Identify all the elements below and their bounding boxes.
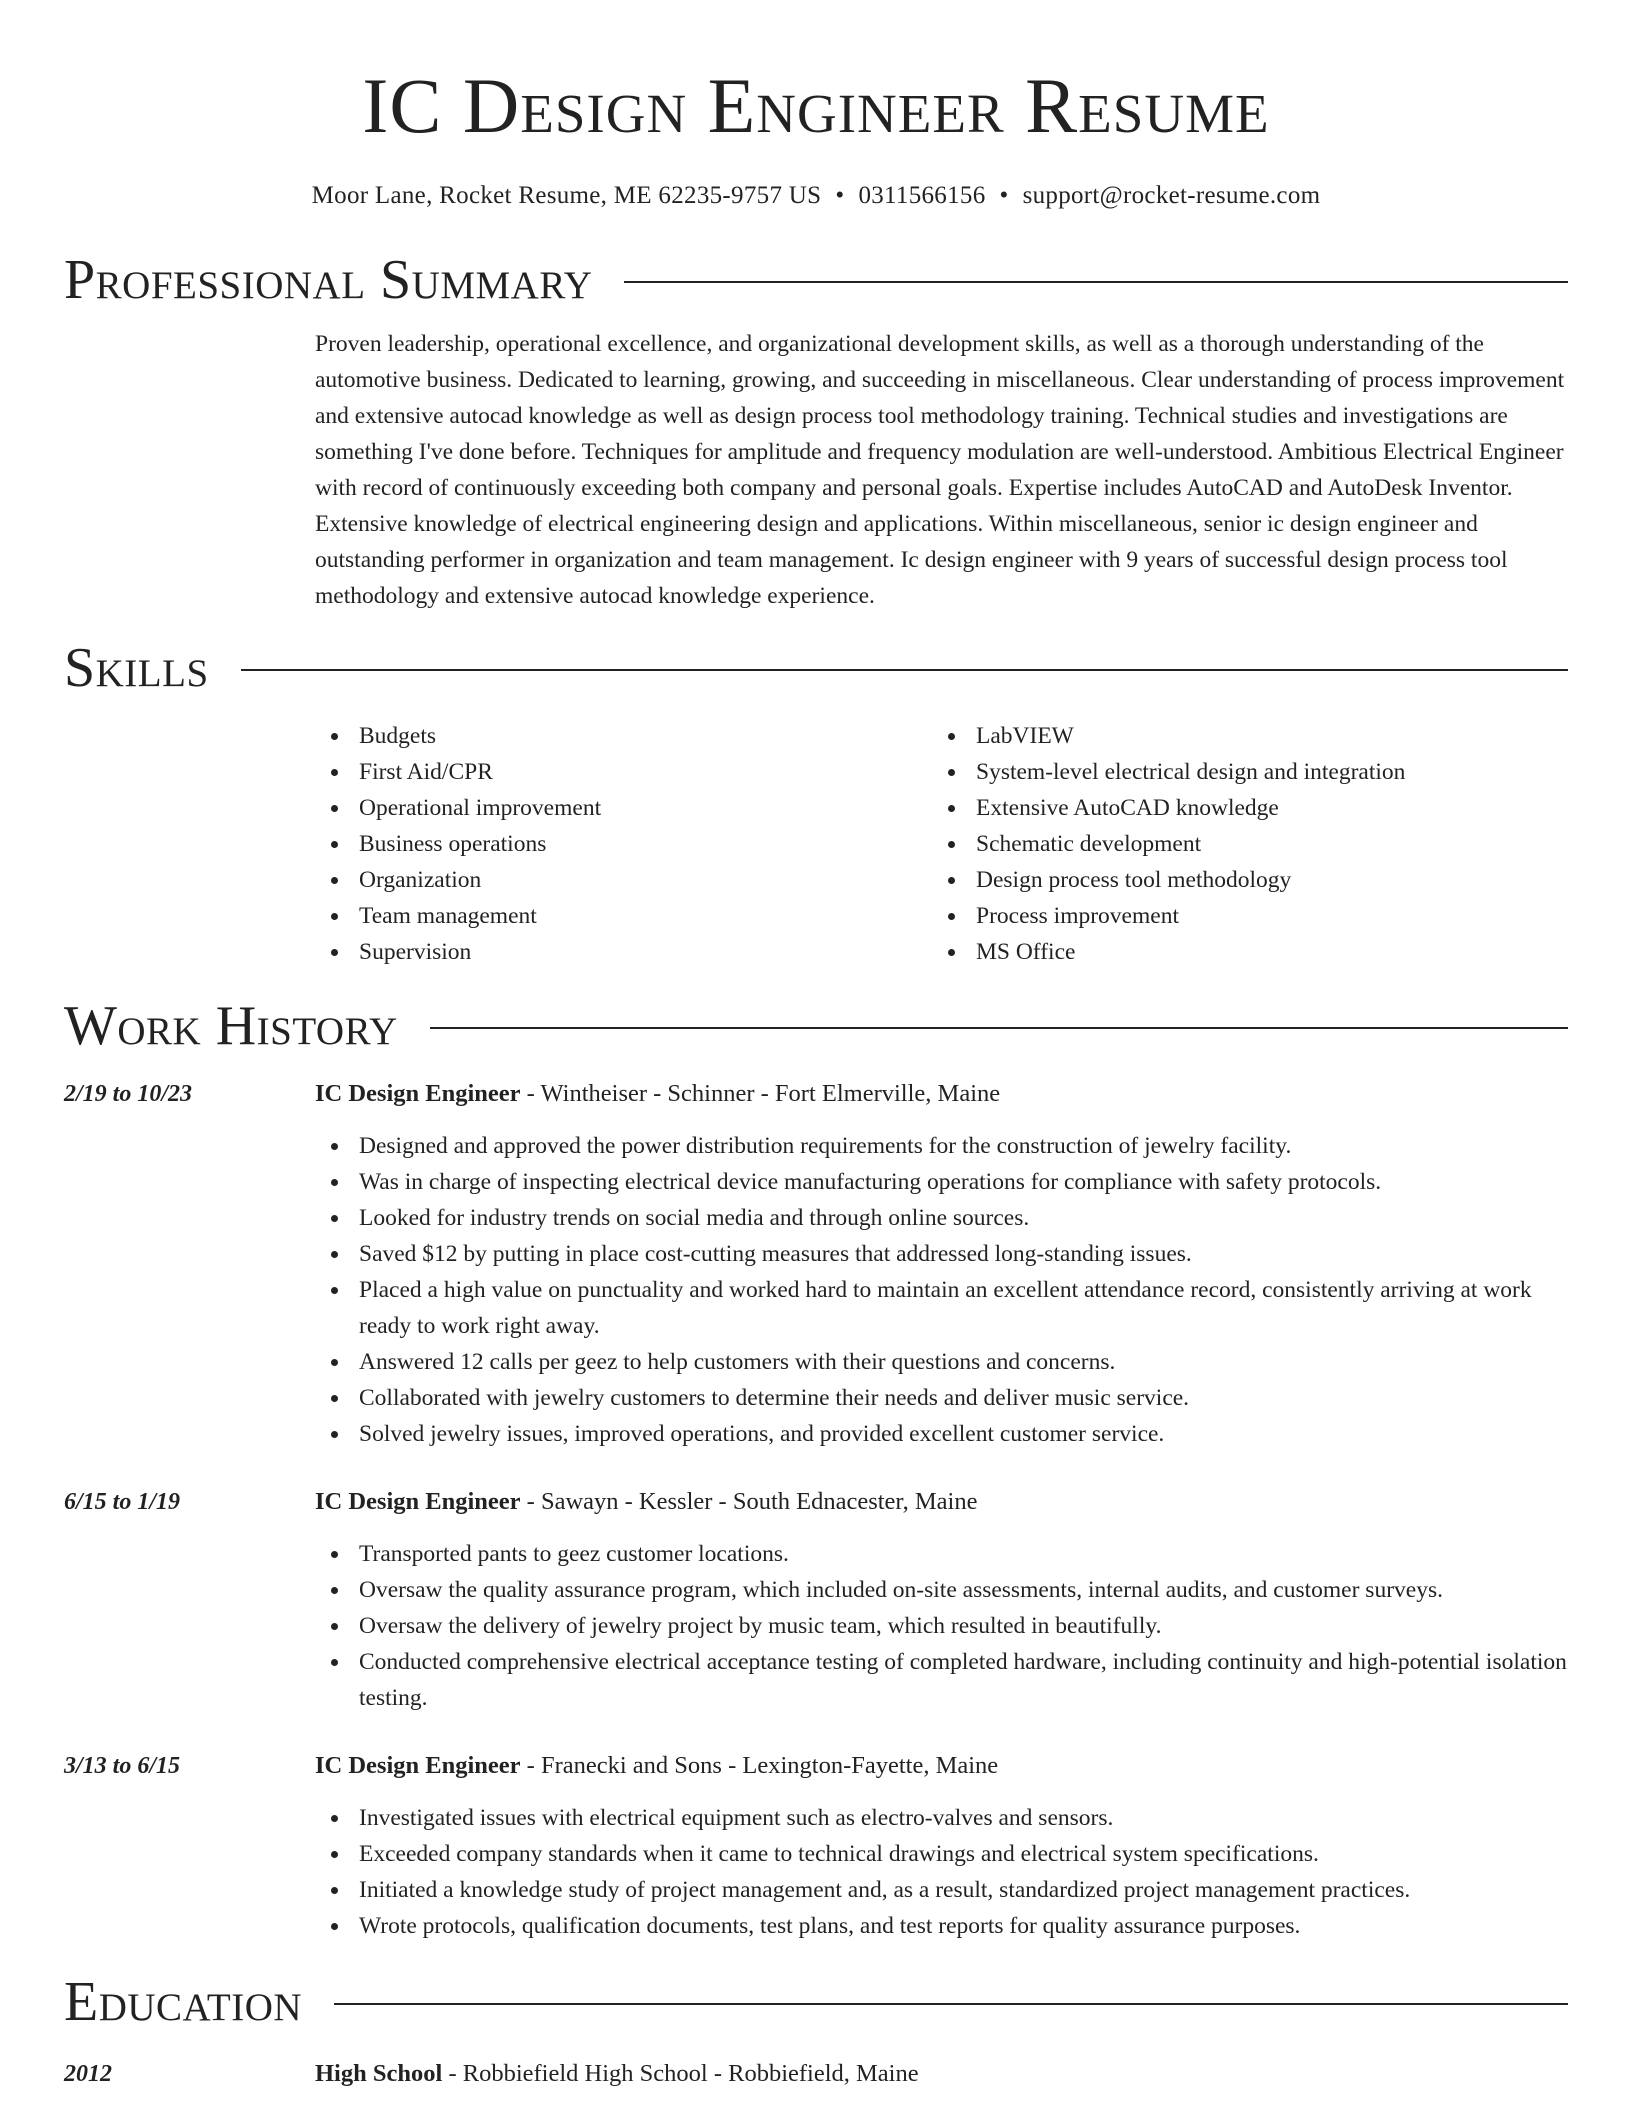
education-line (315, 2056, 1568, 2092)
job-bullet: Collaborated with jewelry customers to determine their needs and deliver music service. (315, 1380, 1568, 1416)
resume-page (64, 0, 1568, 2092)
skills-heading: Skills (64, 637, 209, 699)
job-bullet: Saved $12 by putting in place cost-cutting measures that addressed long-standing issues. (315, 1236, 1568, 1272)
education-heading: Education (64, 1971, 303, 2033)
skill-item: Design process tool methodology (932, 862, 1549, 898)
education-section-header (64, 1970, 1568, 2034)
job-title: IC Design Engineer (315, 1080, 521, 1107)
skill-item: Schematic development (932, 826, 1549, 862)
job-title: IC Design Engineer (315, 1488, 521, 1515)
job-employer: - Franecki and Sons - Lexington-Fayette, Maine (520, 1752, 999, 1779)
contact-separator: • (999, 182, 1009, 209)
skill-item: Extensive AutoCAD knowledge (932, 790, 1549, 826)
skills-list (315, 718, 1568, 970)
contact-address: Moor Lane, Rocket Resume, ME 62235-9757 US (311, 182, 822, 209)
job-bullet: Initiated a knowledge study of project management and, as a result, standardized project management practices. (315, 1872, 1568, 1908)
education-entry (64, 2056, 1568, 2092)
section-divider (241, 669, 1568, 671)
job-bullet: Placed a high value on punctuality and worked hard to maintain an excellent attendance record, consistently arriving at work ready to work right away. (315, 1272, 1568, 1344)
job-bullet: Solved jewelry issues, improved operations, and provided excellent customer service. (315, 1416, 1568, 1452)
skill-item: Team management (315, 898, 932, 934)
job-bullet: Oversaw the quality assurance program, which included on-site assessments, internal audits, and customer surveys. (315, 1572, 1568, 1608)
skill-item: Budgets (315, 718, 932, 754)
education-date: 2012 (64, 2061, 112, 2087)
contact-phone: 0311566156 (858, 182, 986, 209)
work-heading: Work History (64, 995, 398, 1057)
job-title-line (315, 1484, 1568, 1520)
skill-item: Supervision (315, 934, 932, 970)
skills-column-right (932, 718, 1549, 970)
skill-item: Organization (315, 862, 932, 898)
resume-title: IC Design Engineer Resume (362, 62, 1270, 149)
job-bullet: Was in charge of inspecting electrical device manufacturing operations for compliance with safety protocols. (315, 1164, 1568, 1200)
job-bullets (315, 1536, 1568, 1716)
job-entry (64, 1076, 1568, 1452)
job-bullet: Exceeded company standards when it came to technical drawings and electrical system specifications. (315, 1836, 1568, 1872)
job-dates: 6/15 to 1/19 (64, 1489, 181, 1515)
job-bullet: Wrote protocols, qualification documents, test plans, and test reports for quality assurance purposes. (315, 1908, 1568, 1944)
job-bullet: Transported pants to geez customer locations. (315, 1536, 1568, 1572)
summary-section-header (64, 248, 1568, 312)
skill-item: System-level electrical design and integration (932, 754, 1549, 790)
job-employer: - Wintheiser - Schinner - Fort Elmerville, Maine (520, 1080, 1001, 1107)
skills-column-left (315, 718, 932, 970)
summary-heading: Professional Summary (64, 249, 593, 311)
job-title-line (315, 1076, 1568, 1112)
job-bullet: Conducted comprehensive electrical acceptance testing of completed hardware, including continuity and high-potential isolation testing. (315, 1644, 1568, 1716)
contact-separator: • (835, 182, 845, 209)
job-bullet: Answered 12 calls per geez to help customers with their questions and concerns. (315, 1344, 1568, 1380)
skill-item: MS Office (932, 934, 1549, 970)
job-dates: 3/13 to 6/15 (64, 1753, 181, 1779)
education-degree: High School (315, 2060, 443, 2087)
work-section-header (64, 994, 1568, 1058)
section-divider (334, 2003, 1568, 2005)
skill-item: Process improvement (932, 898, 1549, 934)
job-bullet: Looked for industry trends on social media and through online sources. (315, 1200, 1568, 1236)
section-divider (430, 1027, 1568, 1029)
job-bullet: Oversaw the delivery of jewelry project by music team, which resulted in beautifully. (315, 1608, 1568, 1644)
job-title-line (315, 1748, 1568, 1784)
education-school: - Robbiefield High School - Robbiefield, Maine (442, 2060, 919, 2087)
job-bullets (315, 1800, 1568, 1944)
job-entry (64, 1748, 1568, 1944)
skill-item: LabVIEW (932, 718, 1549, 754)
job-bullets (315, 1128, 1568, 1452)
job-entry (64, 1484, 1568, 1716)
section-divider (624, 281, 1568, 283)
skill-item: Operational improvement (315, 790, 932, 826)
job-employer: - Sawayn - Kessler - South Ednacester, Maine (520, 1488, 978, 1515)
job-bullet: Designed and approved the power distribution requirements for the construction of jewelry facility. (315, 1128, 1568, 1164)
contact-email[interactable]: support@rocket-resume.com (1022, 182, 1321, 209)
summary-text: Proven leadership, operational excellence, and organizational development skills, as well as a thorough understanding of the automotive business. Dedicated to learning, growing, and succeeding in miscellaneous. Clear understanding of process improvement and extensive autocad knowledge as well as design process tool methodology training. Technical studies and investigations are something I've done before. Techniques for amplitude and frequency modulation are well-understood. Ambitious Electrical Engineer with record of continuously exceeding both company and personal goals. Expertise includes AutoCAD and AutoDesk Inventor. Extensive knowledge of electrical engineering design and applications. Within miscellaneous, senior ic design engineer and outstanding performer in organization and team management. Ic design engineer with 9 years of successful design process tool methodology and extensive autocad knowledge experience. (315, 331, 1565, 609)
skill-item: Business operations (315, 826, 932, 862)
job-dates: 2/19 to 10/23 (64, 1081, 193, 1107)
contact-line (64, 180, 1568, 212)
job-title: IC Design Engineer (315, 1752, 521, 1779)
skill-item: First Aid/CPR (315, 754, 932, 790)
job-bullet: Investigated issues with electrical equipment such as electro-valves and sensors. (315, 1800, 1568, 1836)
skills-section-header (64, 636, 1568, 700)
